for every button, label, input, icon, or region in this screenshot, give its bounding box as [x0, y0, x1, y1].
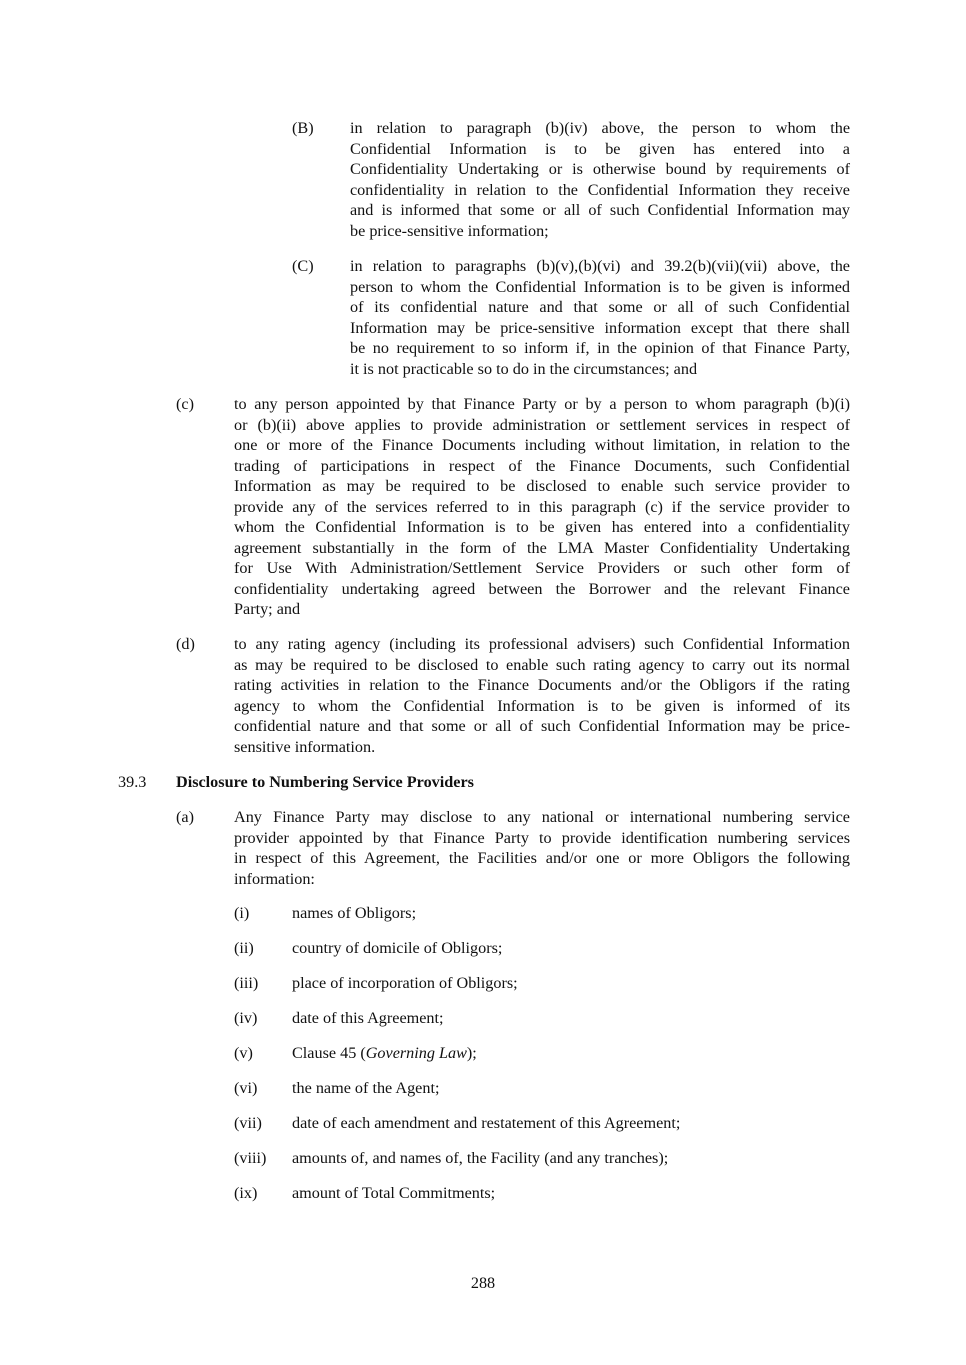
list-item: date of this Agreement;	[292, 1009, 444, 1027]
paragraph-line: as may be required to be disclosed to enable such rating agency to carry out its normal	[234, 655, 850, 674]
paragraph-d	[234, 634, 850, 757]
list-item: amounts of, and names of, the Facility (and any tranches);	[292, 1149, 669, 1167]
paragraph-B	[350, 118, 850, 241]
paragraph-label-c: (c)	[176, 395, 194, 413]
paragraph-label-a: (a)	[176, 808, 194, 826]
page-number: 288	[470, 1274, 496, 1292]
paragraph-line: Any Finance Party may disclose to any national or international numbering service	[234, 808, 850, 826]
section-number: 39.3	[118, 773, 147, 791]
list-item-label: (iv)	[234, 1009, 258, 1027]
list-item-label: (iii)	[234, 974, 259, 992]
paragraph-C	[350, 256, 850, 379]
list-item: place of incorporation of Obligors;	[292, 974, 518, 992]
paragraph-line: information:	[234, 869, 315, 888]
list-item: names of Obligors;	[292, 904, 417, 922]
paragraph-line: Party; and	[234, 600, 301, 618]
paragraph-line: it is not practicable so to do in the circumstances; and	[350, 359, 698, 378]
paragraph-line: one or more of the Finance Documents including without limitation, in relation to the	[234, 436, 850, 454]
paragraph-line: Information as may be required to be disclosed to enable such service provider to	[234, 477, 850, 495]
list-item-label: (ix)	[234, 1184, 258, 1202]
paragraph-label-B: (B)	[292, 119, 314, 137]
list-item-label: (i)	[234, 904, 250, 922]
paragraph-line: agreement substantially in the form of the LMA Master Confidentiality Undertaking	[234, 538, 850, 557]
paragraph-line: provide any of the services referred to in this paragraph (c) if the service provider to	[234, 497, 850, 516]
paragraph-line: confidentiality in relation to the Confidential Information they receive	[350, 180, 850, 199]
paragraph-line: confidentiality undertaking agreed between the Borrower and the relevant Finance	[234, 579, 850, 598]
paragraph-c	[234, 394, 850, 620]
paragraph-label-C: (C)	[292, 257, 314, 275]
list-item-label: (viii)	[234, 1149, 267, 1167]
governing-law-reference: Governing Law	[365, 1044, 467, 1062]
paragraph-line: sensitive information.	[234, 737, 376, 756]
paragraph-a	[234, 807, 850, 889]
paragraph-line: or (b)(ii) above applies to provide administration or settlement services in respect of	[234, 415, 850, 434]
paragraph-line: Confidential Information is to be given has entered into a	[350, 139, 850, 158]
paragraph-line: Information may be price-sensitive information except that there shall	[350, 318, 850, 337]
paragraph-line: of its confidential nature and that some or all of such Confidential	[350, 298, 850, 316]
section-title: Disclosure to Numbering Service Providers	[176, 773, 474, 791]
list-item-label: (ii)	[234, 939, 254, 957]
paragraph-line: Confidentiality Undertaking or is otherwise bound by requirements of	[350, 160, 850, 178]
paragraph-line: person to whom the Confidential Information is to be given is informed	[350, 277, 850, 296]
paragraph-line: in relation to paragraph (b)(iv) above, the person to whom the	[350, 119, 850, 137]
paragraph-line: and is informed that some or all of such Confidential Information may	[350, 201, 850, 219]
paragraph-line: be price-sensitive information;	[350, 221, 549, 240]
paragraph-line: whom the Confidential Information is to be given has entered into a confidentiality	[234, 518, 850, 536]
list-item: date of each amendment and restatement of this Agreement;	[292, 1114, 681, 1132]
paragraph-line: rating activities in relation to the Finance Documents and/or the Obligors if the rating	[234, 676, 850, 694]
paragraph-line: to any rating agency (including its professional advisers) such Confidential Information	[234, 635, 850, 653]
paragraph-label-d: (d)	[176, 635, 195, 653]
list-item: amount of Total Commitments;	[292, 1184, 496, 1202]
list-item-text: );	[466, 1044, 477, 1062]
paragraph-line: confidential nature and that some or all of such Confidential Information may be price-	[234, 717, 850, 735]
list-item-label: (vii)	[234, 1114, 262, 1132]
paragraph-line: trading of participations in respect of the Finance Documents, such Confidential	[234, 456, 850, 475]
paragraph-line: for Use With Administration/Settlement Service Providers or such other form of	[234, 559, 850, 577]
list-item-label: (v)	[234, 1044, 253, 1062]
list-item-label: (vi)	[234, 1079, 258, 1097]
paragraph-line: provider appointed by that Finance Party to provide identification numbering services	[234, 828, 850, 847]
list-item: country of domicile of Obligors;	[292, 939, 503, 957]
paragraph-line: in relation to paragraphs (b)(v),(b)(vi) and 39.2(b)(vii)(vii) above, the	[350, 257, 850, 275]
list-item: the name of the Agent;	[292, 1079, 440, 1097]
paragraph-line: to any person appointed by that Finance Party or by a person to whom paragraph (b)(i)	[234, 395, 850, 413]
list-item-text: Clause 45 (	[292, 1044, 366, 1062]
list-item	[292, 1043, 477, 1064]
paragraph-line: be no requirement to so inform if, in the opinion of that Finance Party,	[350, 339, 850, 357]
paragraph-line: agency to whom the Confidential Information is to be given is informed of its	[234, 696, 850, 715]
paragraph-line: in respect of this Agreement, the Facilities and/or one or more Obligors the following	[234, 849, 850, 867]
